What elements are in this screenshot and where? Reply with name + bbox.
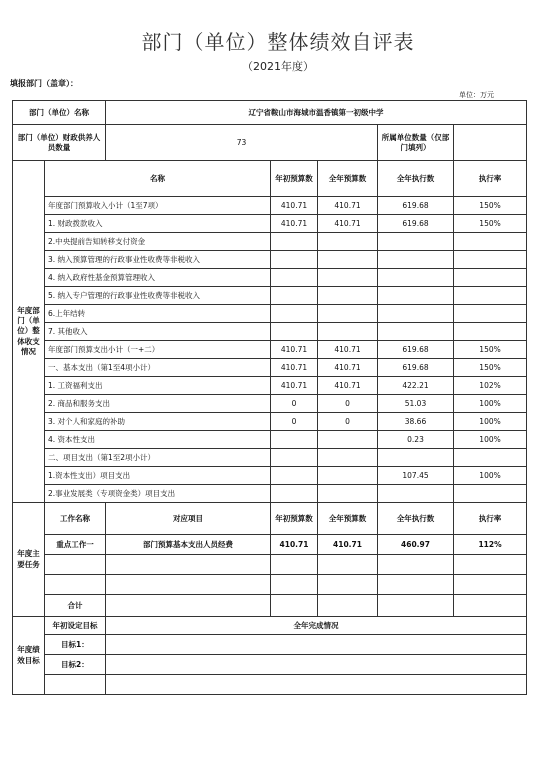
row-exec: 619.68 [378,197,454,215]
table-row [13,215,527,233]
row-init [271,323,318,341]
row-annual: 0 [318,395,378,413]
row-annual [318,251,378,269]
col-header-exec: 全年执行数 [378,161,454,197]
row-rate [454,323,527,341]
dept-name-label: 部门（单位）名称 [13,101,106,125]
row-exec [378,305,454,323]
table-row [13,575,527,595]
evaluation-table [12,100,527,695]
task-name: 重点工作一 [45,535,106,555]
row-annual [318,323,378,341]
task-col-exec: 全年执行数 [378,503,454,535]
col-header-name: 名称 [45,161,271,197]
row-rate: 100% [454,431,527,449]
row-name: 1.资本性支出）项目支出 [45,467,271,485]
row-annual [318,485,378,503]
row-annual [318,233,378,251]
table-row [13,555,527,575]
goals-header-left: 年初设定目标 [45,617,106,635]
row-init [271,269,318,287]
row-init: 410.71 [271,197,318,215]
row-name: 5. 纳入专户管理的行政事业性收费等非税收入 [45,287,271,305]
table-row [13,377,527,395]
task-col-annual: 全年预算数 [318,503,378,535]
table-row [13,287,527,305]
table-row [13,431,527,449]
row-name: 4. 纳入政府性基金预算管理收入 [45,269,271,287]
row-init [271,449,318,467]
subunits-value [454,125,527,161]
subunits-label: 所属单位数量（仅部门填列） [378,125,454,161]
row-exec [378,251,454,269]
row-exec [378,233,454,251]
row-exec [378,287,454,305]
task-name [45,575,106,595]
task-annual [318,555,378,575]
row-annual [318,467,378,485]
task-rate [454,555,527,575]
filler-label: 填报部门（盖章）： [10,79,78,88]
table-row [13,323,527,341]
row-init [271,251,318,269]
table-row [13,233,527,251]
col-header-rate: 执行率 [454,161,527,197]
row-init [271,431,318,449]
table-row [13,655,527,675]
goal-label: 目标1： [45,635,106,655]
row-name: 年度部门预算支出小计（一+二） [45,341,271,359]
row-init: 0 [271,395,318,413]
row-exec: 619.68 [378,215,454,233]
row-rate: 100% [454,395,527,413]
row-init: 410.71 [271,377,318,395]
row-rate [454,485,527,503]
row-exec [378,449,454,467]
tasks-header-row [13,503,527,535]
row-annual [318,287,378,305]
row-rate: 150% [454,359,527,377]
row-annual [318,269,378,287]
task-col-name: 工作名称 [45,503,106,535]
row-name: 1. 工资福利支出 [45,377,271,395]
row-rate [454,305,527,323]
table-row [13,675,527,695]
row-init: 410.71 [271,359,318,377]
row-rate [454,269,527,287]
row-exec: 51.03 [378,395,454,413]
task-project [106,575,271,595]
table-row [13,197,527,215]
row-rate [454,287,527,305]
row-rate [454,233,527,251]
goal-value [106,655,527,675]
table-row [13,269,527,287]
task-init: 410.71 [271,535,318,555]
staff-label: 部门（单位）财政供养人员数量 [13,125,106,161]
row-name: 7. 其他收入 [45,323,271,341]
col-header-init: 年初预算数 [271,161,318,197]
task-col-rate: 执行率 [454,503,527,535]
dept-name-row [13,101,527,125]
row-init: 410.71 [271,341,318,359]
row-init [271,233,318,251]
task-exec [378,555,454,575]
row-name: 年度部门预算收入小计（1至7项） [45,197,271,215]
row-annual [318,431,378,449]
row-name: 4. 资本性支出 [45,431,271,449]
report-year: （2021年度） [242,60,314,73]
row-exec: 38.66 [378,413,454,431]
row-name: 2.中央提前告知转移支付资金 [45,233,271,251]
goal-label [45,675,106,695]
row-rate: 100% [454,467,527,485]
task-annual: 410.71 [318,535,378,555]
staff-value: 73 [106,125,378,161]
row-annual: 410.71 [318,359,378,377]
page-title: 部门（单位）整体绩效自评表 [141,30,415,54]
row-name: 3. 纳入预算管理的行政事业性收费等非税收入 [45,251,271,269]
row-annual: 410.71 [318,197,378,215]
table-row [13,635,527,655]
table-row [13,395,527,413]
row-name: 6.上年结转 [45,305,271,323]
row-annual: 410.71 [318,377,378,395]
task-col-init: 年初预算数 [271,503,318,535]
row-init [271,485,318,503]
goal-label: 目标2： [45,655,106,675]
row-exec: 422.21 [378,377,454,395]
dept-name-value: 辽宁省鞍山市海城市温香镇第一初级中学 [106,101,527,125]
row-annual [318,449,378,467]
table-row [13,535,527,555]
budget-section-label: 年度部门（单位）整体收支情况 [13,161,45,503]
row-init [271,287,318,305]
task-col-project: 对应项目 [106,503,271,535]
row-annual: 410.71 [318,341,378,359]
row-name: 1. 财政拨款收入 [45,215,271,233]
row-rate [454,449,527,467]
row-exec [378,269,454,287]
row-annual: 410.71 [318,215,378,233]
row-rate: 150% [454,341,527,359]
row-rate: 150% [454,197,527,215]
row-exec: 619.68 [378,359,454,377]
row-name: 一、基本支出（第1至4项小计） [45,359,271,377]
goals-section-label: 年度绩效目标 [13,617,45,695]
staff-row [13,125,527,161]
tasks-section-label: 年度主要任务 [13,503,45,617]
row-annual: 0 [318,413,378,431]
tasks-total-row [13,595,527,617]
tasks-total-label: 合计 [45,595,106,617]
row-rate [454,251,527,269]
row-init: 410.71 [271,215,318,233]
unit-label: 单位：万元 [459,91,494,99]
row-rate: 102% [454,377,527,395]
row-name: 2.事业发展类（专项资金类）项目支出 [45,485,271,503]
task-init [271,575,318,595]
goals-header-right: 全年完成情况 [106,617,527,635]
table-row [13,305,527,323]
table-row [13,413,527,431]
table-row [13,485,527,503]
task-exec: 460.97 [378,535,454,555]
row-name: 二、项目支出（第1至2项小计） [45,449,271,467]
row-init [271,467,318,485]
task-exec [378,575,454,595]
task-init [271,555,318,575]
row-exec [378,485,454,503]
task-rate: 112% [454,535,527,555]
goal-value [106,635,527,655]
goals-header-row [13,617,527,635]
table-row [13,467,527,485]
row-name: 2. 商品和服务支出 [45,395,271,413]
goal-value [106,675,527,695]
row-exec: 0.23 [378,431,454,449]
row-exec [378,323,454,341]
row-rate: 150% [454,215,527,233]
task-project [106,555,271,575]
col-header-annual: 全年预算数 [318,161,378,197]
task-rate [454,575,527,595]
table-row [13,341,527,359]
row-name: 3. 对个人和家庭的补助 [45,413,271,431]
task-annual [318,575,378,595]
row-rate: 100% [454,413,527,431]
task-name [45,555,106,575]
row-init: 0 [271,413,318,431]
task-project: 部门预算基本支出人员经费 [106,535,271,555]
budget-header-row [13,161,527,197]
table-row [13,449,527,467]
row-exec: 619.68 [378,341,454,359]
row-exec: 107.45 [378,467,454,485]
row-init [271,305,318,323]
table-row [13,359,527,377]
table-row [13,251,527,269]
row-annual [318,305,378,323]
